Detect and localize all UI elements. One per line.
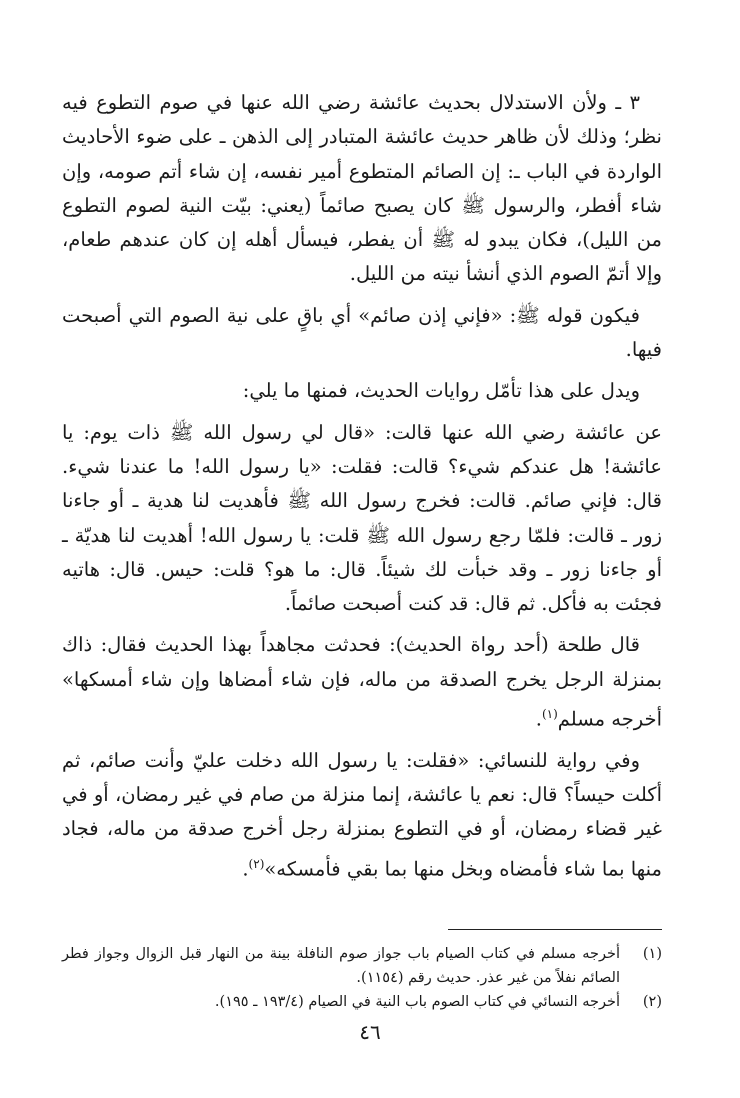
- paragraph-hadith-aisha: عن عائشة رضي الله عنها قالت: «قال لي رسول الله ﷺ ذات يوم: يا عائشة! هل عندكم شيء؟ قالت: فقلت: «يا رسول الله! ما عندنا شيء. قال: فإني صائم. قالت: فخرج رسول الله ﷺ فأهديت لنا هدية ـ أو جاءنا زور ـ قالت: فلمّا رجع رسول الله ﷺ قلت: يا رسول الله! أهديت لنا هديّة ـ أو جاءنا زور ـ وقد خبأت لك شيئاً. قال: ما هو؟ قلت: حيس. قال: هاتيه فجئت به فأكل. ثم قال: قد كنت أصبحت صائماً.: [62, 420, 662, 616]
- footnote-1: [62, 942, 662, 990]
- footnote-ref-1[interactable]: (١): [541, 707, 558, 722]
- footnote-1-text: أخرجه مسلم في كتاب الصيام باب جواز صوم النافلة بينة من النهار قبل الزوال وجواز فطر الصائم نفلاً من غير عذر. حديث رقم (١١٥٤).: [62, 945, 620, 986]
- page-number: ٤٦: [359, 1020, 381, 1044]
- paragraph-talha-narration: [62, 628, 662, 736]
- paragraph-nasai-narration: [62, 744, 662, 887]
- footnote-ref-2-tail: .: [242, 857, 249, 881]
- nasai-text: وفي رواية للنسائي: «فقلت: يا رسول الله دخلت عليّ وأنت صائم، ثم أكلت حيساً؟ قال: نعم يا عائشة، إنما منزلة من صام في غير رمضان، أو في غير قضاء رمضان، أو في التطوع بمنزلة رجل أخرج صدقة من ماله، فجاد منها بما شاء فأمضاه وبخل منها بما بقي فأمسكه»: [62, 748, 662, 881]
- footnote-divider: [448, 929, 662, 930]
- paragraph-interpretation: فيكون قوله ﷺ: «فإني إذن صائم» أي باقٍ على نية الصوم التي أصبحت فيها.: [62, 303, 662, 362]
- paragraph-point-3: ٣ ـ ولأن الاستدلال بحديث عائشة رضي الله عنها في صوم التطوع فيه نظر؛ وذلك لأن ظاهر حديث عائشة المتبادر إلى الذهن ـ على ضوء الأحاديث الواردة في الباب ـ: إن الصائم المتطوع أمير نفسه، إن شاء أتم صومه، وإن شاء أفطر، والرسول ﷺ كان يصبح صائماً (يعني: بيّت النية لصوم التطوع من الليل)، فكان يبدو له ﷺ أن يفطر، فيسأل أهله إن كان عندهم طعام، وإلا أتمّ الصوم الذي أنشأ نيته من الليل.: [62, 91, 662, 286]
- footnote-ref-1-tail: .: [535, 707, 542, 731]
- footnote-ref-2[interactable]: (٢): [248, 856, 265, 871]
- footnote-2-text: أخرجه النسائي في كتاب الصوم باب النية في الصيام (١٩٣/٤ ـ ١٩٥).: [214, 993, 620, 1010]
- footnotes: [62, 942, 662, 1014]
- talha-text: قال طلحة (أحد رواة الحديث): فحدثت مجاهداً بهذا الحديث فقال: ذاك بمنزلة الرجل يخرج الصدقة من ماله، فإن شاء أمضاها وإن شاء أمسكها» أخرجه مسلم: [62, 633, 662, 731]
- footnote-1-number: (١): [642, 945, 662, 962]
- footnote-2: [62, 990, 662, 1014]
- paragraph-evidence-intro: ويدل على هذا تأمّل روايات الحديث، فمنها ما يلي:: [242, 379, 640, 403]
- footnote-2-number: (٢): [642, 993, 662, 1010]
